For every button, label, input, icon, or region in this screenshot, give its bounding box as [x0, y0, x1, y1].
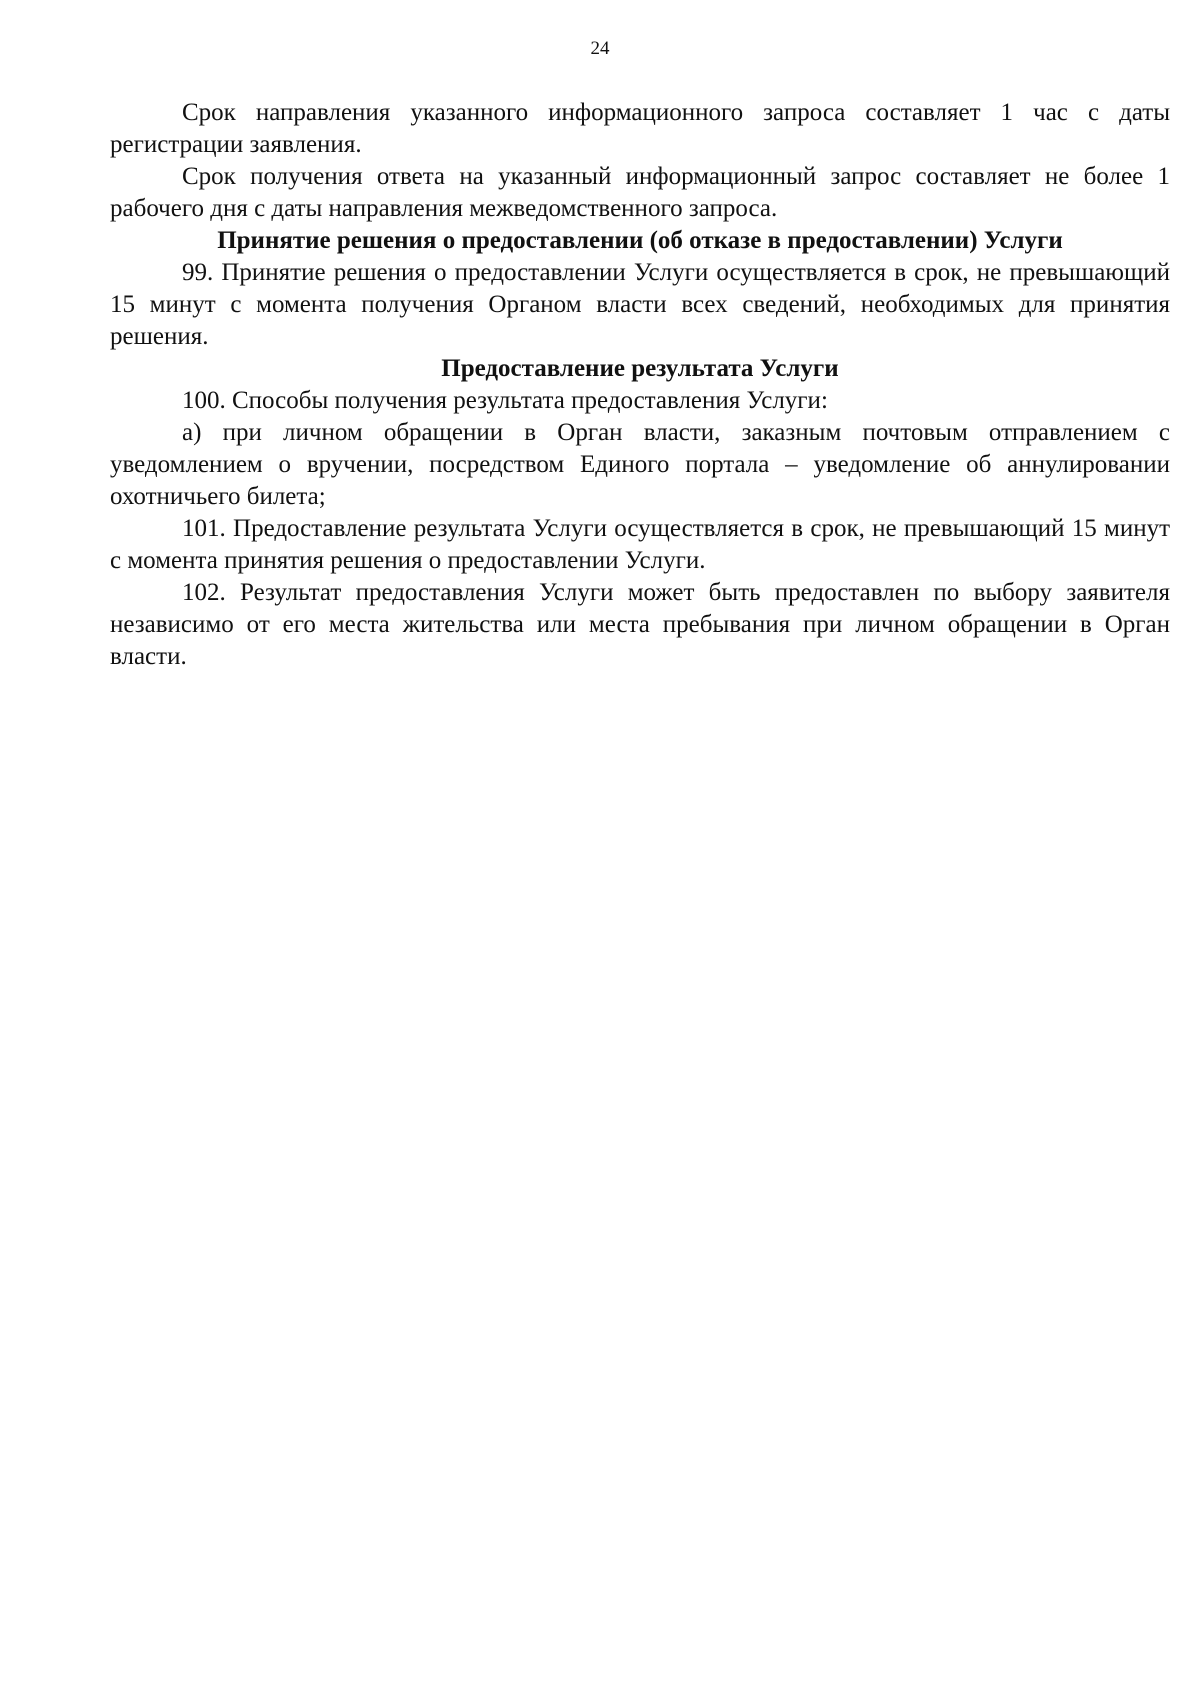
paragraph-request-deadline: Срок направления указанного информационного запроса составляет 1 час с даты регистрации заявления.	[110, 99, 1170, 158]
paragraph-response-deadline: Срок получения ответа на указанный информационный запрос составляет не более 1 рабочего дня с даты направления межведомственного запроса.	[110, 163, 1170, 222]
paragraph-101: 101. Предоставление результата Услуги осуществляется в срок, не превышающий 15 минут с момента принятия решения о предоставлении Услуги.	[110, 515, 1170, 574]
section-heading-decision: Принятие решения о предоставлении (об отказе в предоставлении) Услуги	[217, 227, 1063, 254]
document-body	[110, 97, 1170, 673]
paragraph-100-a: а) при личном обращении в Орган власти, заказным почтовым отправлением с уведомлением о вручении, посредством Единого портала – уведомление об аннулировании охотничьего билета;	[110, 419, 1170, 510]
paragraph-100: 100. Способы получения результата предоставления Услуги:	[182, 387, 828, 414]
section-heading-result: Предоставление результата Услуги	[441, 355, 839, 382]
paragraph-102: 102. Результат предоставления Услуги может быть предоставлен по выбору заявителя независимо от его места жительства или места пребывания при личном обращении в Орган власти.	[110, 579, 1170, 670]
paragraph-99: 99. Принятие решения о предоставлении Услуги осуществляется в срок, не превышающий 15 минут с момента получения Органом власти всех сведений, необходимых для принятия решения.	[110, 259, 1170, 350]
page-number: 24	[590, 38, 610, 59]
